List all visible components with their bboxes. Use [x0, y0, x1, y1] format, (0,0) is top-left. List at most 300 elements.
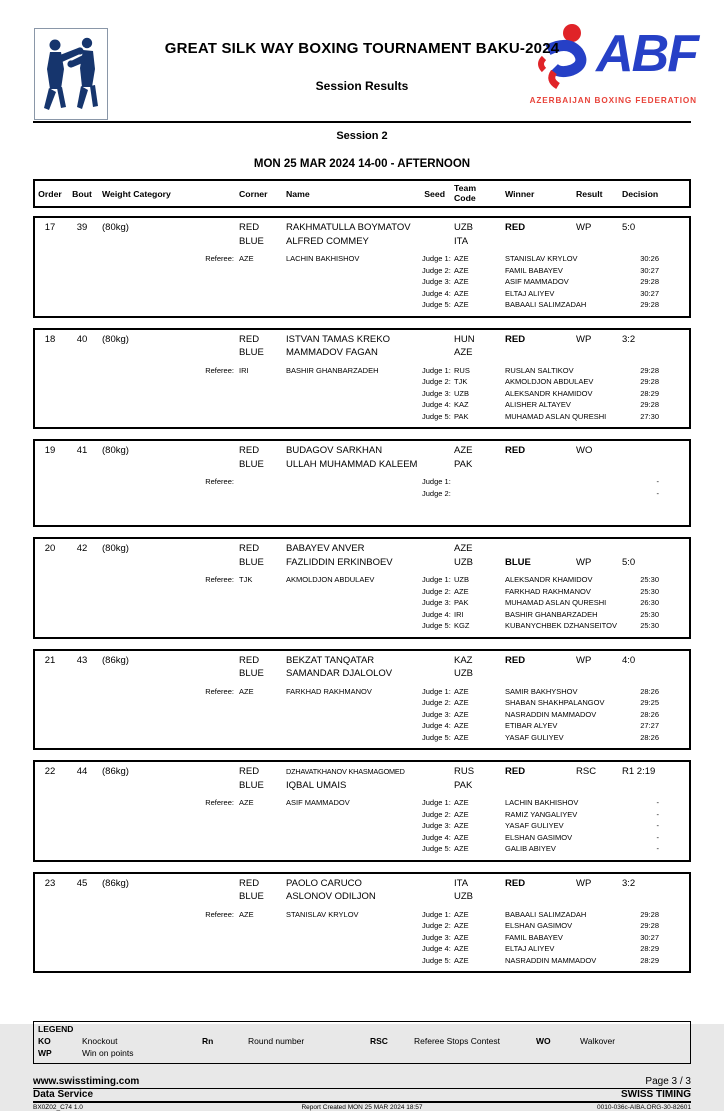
- bout-row-blue: [35, 667, 689, 681]
- judge-code: AZE: [454, 709, 469, 719]
- judge-score: 28:26: [640, 686, 659, 696]
- judge-code: AZE: [454, 721, 469, 730]
- judge-label: Judge 1:: [422, 686, 451, 696]
- bout-row-red: [35, 333, 689, 347]
- judge-score: -: [656, 832, 659, 842]
- judge-name: SHABAN SHAKHPALANGOV: [505, 698, 605, 707]
- judge-code: AZE: [454, 288, 469, 298]
- order-cell: 17: [44, 222, 56, 233]
- boxer-name: BUDAGOV SARKHAN: [286, 445, 383, 456]
- judge-label: Judge 1:: [422, 798, 451, 807]
- judge-row: [35, 376, 689, 388]
- judge-score: 29:28: [640, 921, 659, 930]
- boxer-name: MAMMADOV FAGAN: [286, 347, 378, 358]
- decision-cell: 5:0: [622, 222, 636, 233]
- judge-name: FARKHAD RAKHMANOV: [505, 586, 591, 596]
- referee-code: AZE: [239, 798, 254, 807]
- decision-cell: R1 2:19: [622, 766, 656, 777]
- judge-row: [35, 909, 689, 921]
- bout-block: [33, 872, 691, 974]
- legend-desc: Walkover: [580, 1036, 616, 1046]
- referee-label: Referee:: [205, 575, 234, 584]
- judge-score: 30:27: [640, 288, 659, 298]
- legend-title: LEGEND: [38, 1024, 74, 1034]
- corner-label-red: RED: [239, 543, 260, 554]
- judge-score: 27:27: [640, 721, 659, 730]
- judge-name: LACHIN BAKHISHOV: [505, 798, 579, 807]
- judge-row: [35, 586, 689, 598]
- results-table-header: [33, 179, 691, 208]
- decision-cell: 4:0: [622, 654, 636, 666]
- judge-name: YASAF GULIYEV: [505, 821, 564, 830]
- judge-row: [35, 686, 689, 698]
- judge-code: AZE: [454, 586, 469, 596]
- session-datetime: MON 25 MAR 2024 14-00 - AFTERNOON: [253, 158, 471, 170]
- judge-score: -: [656, 488, 659, 498]
- judge-label: Judge 3:: [422, 598, 451, 607]
- corner-label-blue: BLUE: [239, 668, 264, 679]
- referee-name: BASHIR GHANBARZADEH: [286, 365, 379, 375]
- referee-name: STANISLAV KRYLOV: [286, 909, 359, 919]
- col-result: Result: [576, 188, 603, 199]
- judge-score: 30:26: [640, 254, 659, 263]
- order-cell: 23: [44, 877, 56, 889]
- judge-row: [35, 411, 689, 423]
- decision-cell: 3:2: [622, 333, 636, 345]
- judge-label: Judge 5:: [422, 732, 451, 742]
- result-cell: WP: [576, 556, 592, 568]
- judge-row: [35, 265, 689, 277]
- judge-code: AZE: [454, 844, 469, 853]
- team-cell: AZE: [454, 445, 473, 456]
- bout-row-blue: [35, 779, 689, 793]
- weight-cell: (80kg): [102, 333, 129, 345]
- footer-line-3: [33, 1103, 691, 1111]
- result-cell: RSC: [576, 766, 597, 777]
- judge-label: Judge 1:: [422, 477, 451, 486]
- judge-name: RUSLAN SALTIKOV: [505, 365, 574, 375]
- referee-code: AZE: [239, 686, 254, 696]
- footer-line-2: [33, 1089, 691, 1103]
- judge-row: [35, 843, 689, 855]
- legend-desc: Referee Stops Contest: [414, 1036, 500, 1046]
- referee-name: LACHIN BAKHISHOV: [286, 254, 360, 263]
- judge-label: Judge 4:: [422, 288, 451, 298]
- boxer-name: RAKHMATULLA BOYMATOV: [286, 222, 411, 233]
- bout-row-blue: [35, 890, 689, 904]
- boxer-name: IQBAL UMAIS: [286, 779, 347, 791]
- judge-score: 28:26: [640, 732, 659, 742]
- federation-name: AZERBAIJAN BOXING FEDERATION: [529, 96, 697, 105]
- judge-row: [35, 620, 689, 632]
- legend-abbr: Rn: [202, 1036, 214, 1046]
- judge-label: Judge 5:: [422, 300, 451, 309]
- judge-score: 29:28: [640, 277, 659, 286]
- corner-label-red: RED: [239, 222, 260, 233]
- corner-label-red: RED: [239, 654, 260, 666]
- weight-cell: (80kg): [102, 445, 129, 456]
- result-cell: WP: [576, 877, 592, 889]
- judge-code: KAZ: [454, 400, 469, 409]
- judge-name: BABAALI SALIMZADAH: [505, 300, 587, 309]
- judge-name: BABAALI SALIMZADAH: [505, 909, 587, 919]
- judge-row: [35, 399, 689, 411]
- judge-label: Judge 1:: [422, 254, 451, 263]
- judge-score: 28:29: [640, 388, 659, 398]
- col-name: Name: [286, 188, 310, 199]
- judge-row: [35, 597, 689, 609]
- officials-rows: [35, 909, 689, 967]
- col-bout: Bout: [72, 188, 92, 199]
- judge-score: -: [656, 477, 659, 486]
- corner-label-blue: BLUE: [239, 779, 264, 791]
- judge-code: AZE: [454, 921, 469, 930]
- col-order: Order: [38, 188, 62, 199]
- col-winner: Winner: [505, 188, 535, 199]
- judge-score: 29:28: [640, 400, 659, 409]
- judge-code: AZE: [454, 698, 469, 707]
- judge-code: KGZ: [454, 621, 470, 630]
- bout-block: [33, 216, 691, 318]
- judge-label: Judge 1:: [422, 365, 451, 375]
- winner-cell: RED: [505, 654, 526, 666]
- judge-code: AZE: [454, 821, 469, 830]
- header-divider: [33, 121, 691, 123]
- judge-score: 29:25: [640, 698, 659, 707]
- judge-label: Judge 3:: [422, 277, 451, 286]
- referee-name: ASIF MAMMADOV: [286, 798, 350, 807]
- judge-score: 25:30: [640, 621, 659, 630]
- bout-row-red: [35, 542, 689, 556]
- judge-name: FAMIL BABAYEV: [505, 265, 563, 275]
- bout-row-blue: [35, 458, 689, 472]
- judge-score: 25:30: [640, 609, 659, 619]
- boxer-name: ULLAH MUHAMMAD KALEEM: [286, 458, 418, 470]
- weight-cell: (80kg): [102, 222, 129, 233]
- page-header: [33, 25, 697, 120]
- weight-cell: (86kg): [102, 654, 129, 666]
- decision-cell: 5:0: [622, 556, 636, 568]
- judge-label: Judge 4:: [422, 400, 451, 409]
- footer-website: www.swisstiming.com: [33, 1076, 140, 1087]
- judge-score: 27:30: [640, 411, 659, 421]
- judge-name: ELSHAN GASIMOV: [505, 832, 573, 842]
- judge-code: UZB: [454, 388, 469, 398]
- judge-score: 29:28: [640, 365, 659, 375]
- judge-label: Judge 5:: [422, 955, 451, 965]
- weight-cell: (86kg): [102, 766, 129, 777]
- bout-block: [33, 537, 691, 639]
- judge-row: [35, 732, 689, 744]
- judge-code: AZE: [454, 832, 469, 842]
- judge-code: IRI: [454, 609, 464, 619]
- referee-label: Referee:: [205, 686, 234, 696]
- judge-name: ASIF MAMMADOV: [505, 277, 569, 286]
- legend-desc: Win on points: [82, 1048, 134, 1058]
- referee-name: FARKHAD RAKHMANOV: [286, 686, 372, 696]
- judge-code: AZE: [454, 265, 469, 275]
- corner-label-blue: BLUE: [239, 891, 264, 902]
- judge-row: [35, 720, 689, 732]
- order-cell: 19: [44, 445, 56, 456]
- team-cell: UZB: [454, 222, 473, 233]
- judge-name: ELSHAN GASIMOV: [505, 921, 573, 930]
- judge-label: Judge 2:: [422, 698, 451, 707]
- judge-score: 25:30: [640, 586, 659, 596]
- officials-rows: [35, 686, 689, 744]
- judge-row: [35, 574, 689, 586]
- judge-label: Judge 4:: [422, 832, 451, 842]
- bout-cell: 45: [76, 877, 88, 889]
- corner-label-red: RED: [239, 766, 260, 777]
- referee-code: IRI: [239, 365, 249, 375]
- order-cell: 18: [44, 333, 56, 345]
- corner-label-blue: BLUE: [239, 235, 264, 247]
- referee-name: AKMOLDJON ABDULAEV: [286, 575, 375, 584]
- winner-cell: RED: [505, 445, 526, 456]
- judge-label: Judge 1:: [422, 575, 451, 584]
- judge-row: [35, 288, 689, 300]
- legend-abbr: WP: [38, 1048, 52, 1058]
- officials-rows: [35, 476, 689, 499]
- judge-score: 28:26: [640, 709, 659, 719]
- bout-cell: 40: [76, 333, 88, 345]
- judge-row: [35, 920, 689, 932]
- officials-rows: [35, 253, 689, 311]
- judge-code: AZE: [454, 932, 469, 942]
- referee-code: TJK: [239, 575, 253, 584]
- boxer-name: SAMANDAR DJALOLOV: [286, 668, 393, 679]
- judge-name: ETIBAR ALYEV: [505, 721, 558, 730]
- judge-label: Judge 1:: [422, 909, 451, 919]
- judge-score: 28:29: [640, 955, 659, 965]
- referee-label: Referee:: [205, 909, 234, 919]
- bout-row-red: [35, 654, 689, 668]
- judge-label: Judge 4:: [422, 944, 451, 953]
- judge-score: 30:27: [640, 265, 659, 275]
- result-cell: WO: [576, 445, 593, 456]
- report-subtitle: Session Results: [315, 79, 409, 93]
- judge-name: SAMIR BAKHYSHOV: [505, 686, 578, 696]
- judge-name: MUHAMAD ASLAN QURESHI: [505, 411, 607, 421]
- officials-rows: [35, 574, 689, 632]
- judge-code: AZE: [454, 686, 469, 696]
- bout-row-red: [35, 765, 689, 779]
- judge-label: Judge 5:: [422, 411, 451, 421]
- judge-score: -: [656, 821, 659, 830]
- judge-row: [35, 809, 689, 821]
- judge-row: [35, 955, 689, 967]
- bout-block: [33, 760, 691, 862]
- judge-label: Judge 2:: [422, 377, 451, 386]
- judge-code: AZE: [454, 798, 469, 807]
- bout-row-red: [35, 877, 689, 891]
- judge-code: PAK: [454, 598, 469, 607]
- team-cell: ITA: [454, 877, 469, 889]
- winner-cell: BLUE: [505, 556, 531, 568]
- col-corner: Corner: [239, 188, 268, 199]
- judge-row: [35, 797, 689, 809]
- corner-label-red: RED: [239, 333, 260, 345]
- judge-row: [35, 609, 689, 621]
- weight-cell: (86kg): [102, 877, 129, 889]
- boxer-name: ISTVAN TAMAS KREKO: [286, 333, 390, 345]
- judge-row: [35, 932, 689, 944]
- bout-cell: 39: [76, 222, 88, 233]
- judge-name: STANISLAV KRYLOV: [505, 254, 578, 263]
- judge-row: [35, 365, 689, 377]
- corner-label-blue: BLUE: [239, 458, 264, 470]
- team-cell: RUS: [454, 766, 475, 777]
- judge-label: Judge 3:: [422, 709, 451, 719]
- bout-cell: 44: [76, 766, 88, 777]
- title-block: [33, 40, 691, 93]
- judge-name: GALIB ABIYEV: [505, 844, 556, 853]
- bout-cell: 42: [76, 543, 88, 554]
- decision-cell: 3:2: [622, 877, 636, 889]
- judge-label: Judge 3:: [422, 932, 451, 942]
- footer-report-created: Report Created MON 25 MAR 2024 18:57: [301, 1104, 423, 1111]
- judge-label: Judge 4:: [422, 609, 451, 619]
- winner-cell: RED: [505, 766, 526, 777]
- judge-code: AZE: [454, 809, 469, 819]
- team-cell: UZB: [454, 668, 473, 679]
- judge-code: PAK: [454, 411, 469, 421]
- judge-score: 29:28: [640, 300, 659, 309]
- team-cell: HUN: [454, 333, 475, 345]
- judge-code: RUS: [454, 365, 470, 375]
- judge-row: [35, 276, 689, 288]
- judge-row: [35, 709, 689, 721]
- referee-label: Referee:: [205, 365, 234, 375]
- bout-block: [33, 649, 691, 751]
- judge-score: -: [656, 798, 659, 807]
- weight-cell: (80kg): [102, 543, 129, 554]
- footer-doc-code: 0010-036c-AIBA.ORG-30-82601: [597, 1104, 691, 1111]
- winner-cell: RED: [505, 333, 526, 345]
- judge-name: ELTAJ ALIYEV: [505, 288, 555, 298]
- team-cell: PAK: [454, 458, 473, 470]
- team-cell: UZB: [454, 556, 473, 568]
- judge-label: Judge 3:: [422, 388, 451, 398]
- boxer-name: ASLONOV ODILJON: [286, 891, 376, 902]
- boxer-name: FAZLIDDIN ERKINBOEV: [286, 556, 393, 568]
- judge-code: AZE: [454, 732, 469, 742]
- order-cell: 20: [44, 543, 56, 554]
- boxer-name: BEKZAT TANQATAR: [286, 654, 375, 666]
- team-cell: AZE: [454, 543, 473, 554]
- judge-name: NASRADDIN MAMMADOV: [505, 955, 597, 965]
- judge-label: Judge 3:: [422, 821, 451, 830]
- judge-name: YASAF GULIYEV: [505, 732, 564, 742]
- session-title: Session 2: [336, 130, 388, 142]
- referee-label: Referee:: [205, 477, 234, 486]
- judge-score: -: [656, 844, 659, 853]
- team-cell: UZB: [454, 891, 473, 902]
- legend-desc: Round number: [248, 1036, 305, 1046]
- legend-abbr: KO: [38, 1036, 51, 1046]
- footer-version: BX0Z02_C74 1.0: [33, 1104, 83, 1111]
- judge-name: RAMIZ YANGALIYEV: [505, 809, 578, 819]
- judge-code: AZE: [454, 944, 469, 953]
- judge-label: Judge 2:: [422, 921, 451, 930]
- boxer-name: PAOLO CARUCO: [286, 877, 362, 889]
- bout-block: [33, 328, 691, 430]
- judge-name: AKMOLDJON ABDULAEV: [505, 377, 594, 386]
- judge-code: TJK: [454, 377, 468, 386]
- winner-cell: RED: [505, 222, 526, 233]
- judge-row: [35, 253, 689, 265]
- footer-company: SWISS TIMING: [621, 1089, 691, 1100]
- judge-score: 29:28: [640, 377, 659, 386]
- judge-code: UZB: [454, 575, 469, 584]
- legend-desc: Knockout: [82, 1036, 118, 1046]
- judge-score: 28:29: [640, 944, 659, 953]
- judge-name: BASHIR GHANBARZADEH: [505, 609, 598, 619]
- bout-list: [33, 216, 691, 973]
- legend: [33, 1021, 691, 1064]
- judge-row: [35, 943, 689, 955]
- referee-label: Referee:: [205, 798, 234, 807]
- boxer-name: BABAYEV ANVER: [286, 543, 365, 554]
- col-decision: Decision: [622, 188, 659, 199]
- boxer-name: DZHAVATKHANOV KHASMAGOMED: [286, 767, 405, 776]
- referee-code: AZE: [239, 909, 254, 919]
- judge-row: [35, 488, 689, 500]
- team-cell: AZE: [454, 347, 473, 358]
- result-cell: WP: [576, 222, 592, 233]
- judge-name: KUBANYCHBEK DZHANSEITOV: [505, 621, 617, 630]
- judge-row: [35, 820, 689, 832]
- team-cell: KAZ: [454, 654, 473, 666]
- order-cell: 21: [44, 654, 56, 666]
- bout-row-red: [35, 221, 689, 235]
- legend-row-1: [38, 1035, 686, 1047]
- officials-rows: [35, 365, 689, 423]
- page-title: GREAT SILK WAY BOXING TOURNAMENT BAKU-2024: [164, 40, 560, 57]
- footer-line-1: [33, 1076, 691, 1089]
- judge-label: Judge 5:: [422, 844, 451, 853]
- result-cell: WP: [576, 654, 592, 666]
- judge-name: ALEKSANDR KHAMIDOV: [505, 575, 593, 584]
- footer-page-number: Page 3 / 3: [645, 1076, 691, 1087]
- judge-label: Judge 2:: [422, 586, 451, 596]
- judge-label: Judge 4:: [422, 721, 451, 730]
- bout-row-blue: [35, 346, 689, 360]
- judge-name: ELTAJ ALIYEV: [505, 944, 555, 953]
- judge-label: Judge 2:: [422, 809, 451, 819]
- referee-code: AZE: [239, 254, 254, 263]
- col-seed: Seed: [424, 188, 445, 199]
- judge-name: ALISHER ALTAYEV: [505, 400, 571, 409]
- judge-name: MUHAMAD ASLAN QURESHI: [505, 598, 607, 607]
- judge-code: AZE: [454, 300, 469, 309]
- corner-label-blue: BLUE: [239, 347, 264, 358]
- judge-code: AZE: [454, 909, 469, 919]
- col-weight: Weight Category: [102, 188, 171, 199]
- judge-row: [35, 388, 689, 400]
- team-cell: PAK: [454, 779, 473, 791]
- corner-label-blue: BLUE: [239, 556, 264, 568]
- team-cell: ITA: [454, 235, 469, 247]
- boxer-name: ALFRED COMMEY: [286, 235, 369, 247]
- result-cell: WP: [576, 333, 592, 345]
- judge-row: [35, 697, 689, 709]
- judge-code: AZE: [454, 254, 469, 263]
- judge-label: Judge 5:: [422, 621, 451, 630]
- referee-label: Referee:: [205, 254, 234, 263]
- col-team: Team Code: [454, 182, 477, 203]
